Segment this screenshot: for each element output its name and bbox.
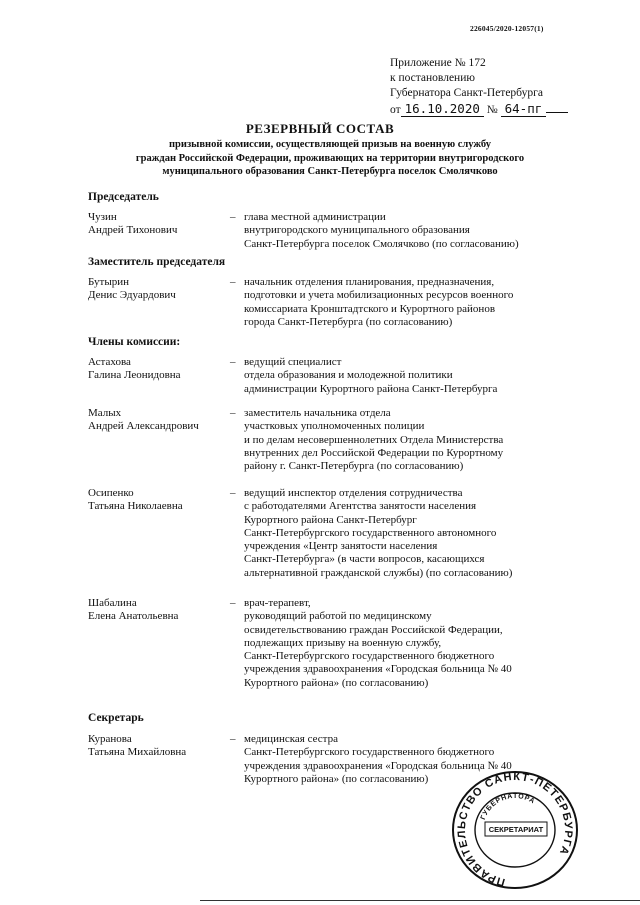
role-line: освидетельствованию граждан Российской Федерации, [244,623,503,636]
section-deputy: Заместитель председателя [88,256,226,268]
member-role [244,276,574,329]
dash: – [230,407,236,419]
seal-center-text: СЕКРЕТАРИАТ [488,825,544,834]
role-line: руководящий работой по медицинскому [244,610,432,623]
member-name [88,733,228,760]
dash: – [230,597,236,609]
member-surname: Астахова [88,356,131,368]
section-chair: Председатель [88,191,159,203]
annex-line-1: Приложение № 172 [390,57,486,69]
role-line: администрации Курортного района Санкт-Петербурга [244,382,498,395]
member-name [88,211,228,238]
member-role [244,597,574,690]
dash: – [230,276,236,288]
member-role [244,211,574,251]
role-line: комиссариата Кронштадтского и Курортного районов [244,302,496,315]
member-given-names: Андрей Тихонович [88,224,178,237]
role-line: альтернативной гражданской службы) (по согласованию) [244,566,513,579]
member-given-names: Галина Леонидовна [88,369,181,382]
role-line: ведущий инспектор отделения сотрудничества [244,487,463,499]
seal-inner-text: ГУБЕРНАТОРА [479,792,537,821]
role-line: и по делам несовершеннолетних Отдела Министерства [244,433,504,446]
seal-ring-text: ПРАВИТЕЛЬСТВО САНКТ-ПЕТЕРБУРГА [455,770,575,888]
role-line: учреждения здравоохранения «Городская больница № 40 [244,663,512,676]
dash: – [230,211,236,223]
member-given-names: Елена Анатольевна [88,610,179,623]
subtitle-line: муниципального образования Санкт-Петербурга поселок Смолячково [162,166,498,177]
member-surname: Малых [88,407,122,419]
member-name [88,597,228,624]
member-role [244,356,574,396]
member-name [88,276,228,303]
number-prefix: № [486,104,498,116]
member-name [88,356,228,383]
dash: – [230,356,236,368]
member-given-names: Татьяна Михайловна [88,746,187,759]
member-surname: Осипенко [88,487,134,499]
member-given-names: Андрей Александрович [88,420,199,433]
role-line: учреждения «Центр занятости населения [244,540,438,553]
role-line: ведущий специалист [244,356,342,368]
member-name [88,487,228,514]
annex-line-3: Губернатора Санкт-Петербурга [390,87,543,99]
role-line: отдела образования и молодежной политики [244,369,453,382]
member-surname: Бутырин [88,276,130,288]
member-surname: Шабалина [88,597,137,609]
subtitle-line: призывной комиссии, осуществляющей призыв на военную службу [169,139,491,150]
document-subtitle [60,138,600,179]
role-line: начальник отделения планирования, предназначения, [244,276,495,288]
role-line: внутренних дел Российской Федерации по Курортному [244,446,504,459]
role-line: участковых уполномоченных полиции [244,420,425,433]
role-line: с работодателями Агентства занятости населения [244,500,477,513]
member-name [88,407,228,434]
annex-line-2: к постановлению [390,72,475,84]
underline [546,112,568,113]
dash: – [230,487,236,499]
section-secretary: Секретарь [88,712,144,724]
subtitle-line: граждан Российской Федерации, проживающих на территории внутригородского [135,152,525,164]
role-line: заместитель начальника отдела [244,407,391,419]
role-line: Санкт-Петербургского государственного автономного [244,526,497,539]
role-line: Курортного района Санкт-Петербург [244,513,417,526]
member-surname: Чузин [88,211,117,223]
role-line: району г. Санкт-Петербурга (по согласованию) [244,460,464,473]
role-line: Санкт-Петербургского государственного бюджетного [244,746,495,759]
role-line: глава местной администрации [244,211,386,223]
date-prefix: от [390,104,401,116]
annex-date-line [390,101,630,118]
role-line: врач-терапевт, [244,597,311,609]
member-role [244,487,574,580]
role-line: внутригородского муниципального образования [244,224,470,237]
svg-text:ГУБЕРНАТОРА [480,793,536,821]
footer-rule [200,900,640,901]
member-role [244,407,574,473]
resolution-date: 16.10.2020 [401,101,484,117]
role-line: Курортного района» (по согласованию) [244,676,429,689]
member-surname: Куранова [88,733,132,745]
document-code: 226045/2020-12057(1) [470,24,544,33]
role-line: подлежащих призыву на военную службу, [244,636,442,649]
document-title: РЕЗЕРВНЫЙ СОСТАВ [245,121,395,136]
annex-block [390,56,630,118]
member-given-names: Татьяна Николаевна [88,500,183,513]
role-line: учреждения здравоохранения «Городская больница № 40 [244,759,512,772]
member-given-names: Денис Эдуардович [88,289,176,302]
role-line: города Санкт-Петербурга (по согласованию) [244,315,453,328]
role-line: медицинская сестра [244,733,338,745]
role-line: Санкт-Петербургского государственного бюджетного [244,650,495,663]
role-line: подготовки и учета мобилизационных ресурсов военного [244,289,514,302]
section-members: Члены комиссии: [88,336,181,348]
official-seal-icon [443,768,588,893]
dash: – [230,733,236,745]
role-line: Санкт-Петербурга» (в части вопросов, касающихся [244,553,485,566]
resolution-number: 64-пг [501,101,547,117]
role-line: Курортного района» (по согласованию) [244,772,429,785]
role-line: Санкт-Петербурга поселок Смолячково (по согласованию) [244,237,519,250]
